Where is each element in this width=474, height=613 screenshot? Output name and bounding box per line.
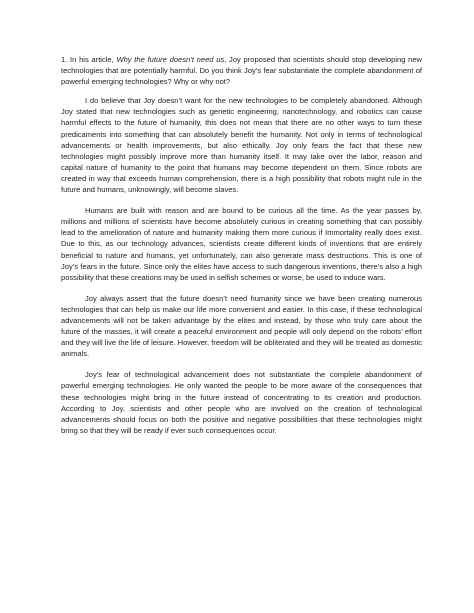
- answer-paragraph-2: Humans are built with reason and are bound to be curious all the time. As the year passes by, millions and millions of scientists have become absolutely curious in creating something that can possibly lead to the amelioration of nature and humanity making them more curious if Immortality really does exist. Due to this, as our technology advances, scientists create different kinds of inventions that are entirely beneficial to nature and humans, yet unfortunately, can also generate mass destructions. This is one of Joy’s fears in the future. Since only the elites have access to such dangerous inventions, there’s also a high possibility that these creations may be used in selfish schemes or worse, be used to induce wars.: [61, 206, 422, 282]
- question-suffix: , Joy proposed that scientists should stop developing new technologies that are potentially harmful. Do you think Joy’s fear substantiate the complete abandonment of powerful emerging technologies? Why or why not?: [61, 55, 422, 87]
- document-body: [61, 54, 422, 446]
- answer-paragraph-4: Joy’s fear of technological advancement does not substantiate the complete abandonment of powerful emerging technologies. He only wanted the people to be more aware of the consequences that these technologies might bring in the future instead of concentrating to its creation and production. According to Joy, scientists and other people who are involved on the creation of technological advancements should focus on both the positive and negative possibilities that these technologies might bring so that they will be ready if ever such consequences occur.: [61, 370, 422, 435]
- question-prefix: 1. In his article,: [61, 55, 117, 64]
- answer-paragraph-1: I do believe that Joy doesn’t want for the new technologies to be completely abandoned. Although Joy stated that new technologies such as genetic engineering, nanotechnology, and robotics can cause harmful effects to the future of humanity, this does not mean that there are no other ways to turn these predicaments into something that can absolutely benefit the humanity. Not only in terms of technological advancements or health improvements, but also ethically. Joy only fears the fact that these new technologies might possibly improve more than humanity itself. It may take over the labor, reason and capital nature of humanity to the point that humans may become dependent on them. Since robots are created in way that exceeds human comprehension, there is a high possibility that robots might rule in the future and humans, unknowingly, will become slaves.: [61, 96, 422, 195]
- question-text: [61, 54, 422, 87]
- answer-paragraph-3: Joy always assert that the future doesn’t need humanity since we have been creating numerous technologies that can help us make our life more convenient and easier. In this case, if these technological advancements will not be taken advantage by the elites and instead, by those who truly care about the future of the masses, it will create a peaceful environment and people will only depend on the robots’ effort and they will live the life of leisure. However, freedom will be obliterated and they will be treated as domestic animals.: [61, 293, 422, 359]
- article-title: Why the future doesn’t need us: [116, 55, 225, 64]
